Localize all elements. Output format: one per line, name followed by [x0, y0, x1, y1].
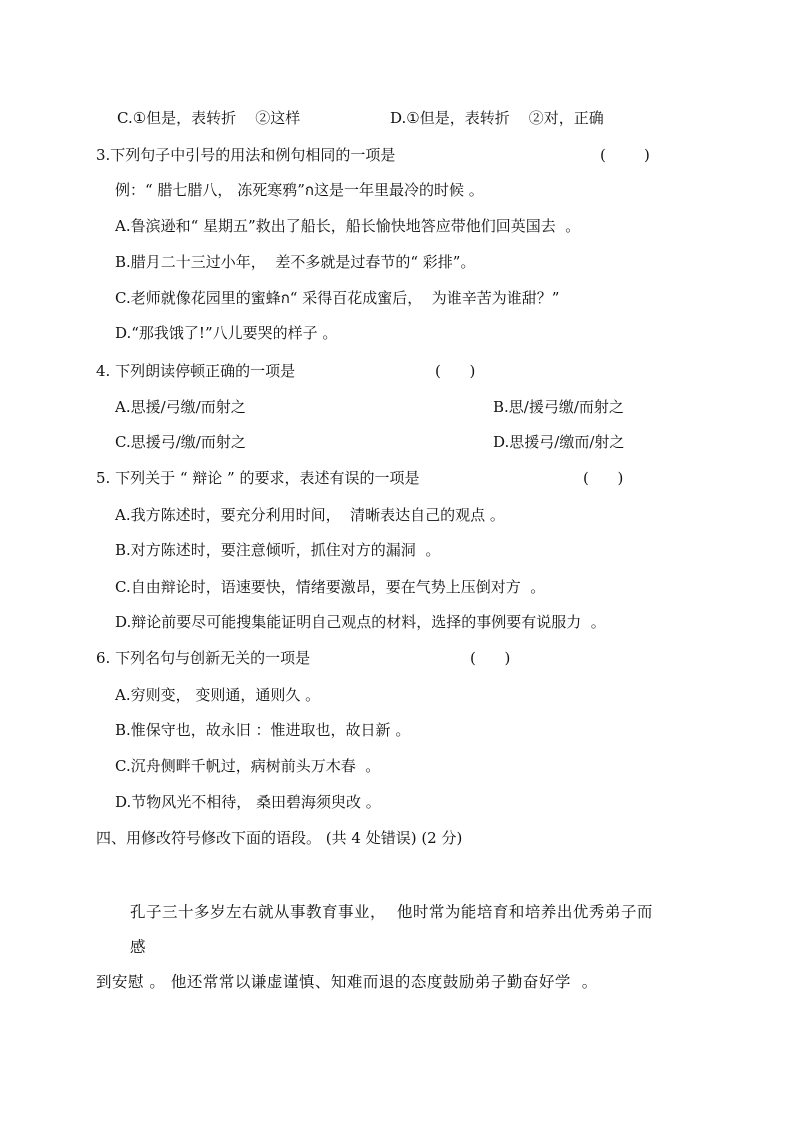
q4-option-b: B.思/援弓缴/而射之: [493, 398, 624, 416]
q4-stem: 4. 下列朗读停顿正确的一项是: [96, 362, 296, 380]
q3-option-a: A.鲁滨逊和“ 星期五”救出了船长，船长愉快地答应带他们回英国去 。: [115, 217, 581, 235]
q6-option-c: C.沉舟侧畔千帆过，病树前头万木春 。: [115, 757, 381, 775]
q5-answer-paren: ( ): [583, 469, 624, 487]
q4-option-d: D.思援弓/缴而/射之: [493, 433, 625, 451]
q3-option-c: C.老师就像花园里的蜜蜂ก“ 采得百花成蜜后， 为谁辛苦为谁甜？”: [115, 289, 560, 307]
q3-option-d: D.“那我饿了!”八儿要哭的样子 。: [115, 324, 338, 342]
q6-option-a: A.穷则变， 变则通，通则久 。: [115, 686, 321, 704]
section4-heading: 四、用修改符号修改下面的语段。 (共 4 处错误) (2 分): [96, 829, 463, 847]
q4-option-c: C.思援弓/缴/而射之: [115, 433, 246, 451]
q6-option-b: B.惟保守也，故永旧 ：惟进取也，故日新 。: [115, 721, 411, 739]
passage-line-2: 感: [130, 938, 147, 956]
q2-option-d: D.①但是，表转折 ②对，正确: [390, 109, 604, 127]
q5-option-c: C.自由辩论时，语速要快，情绪要激昂，要在气势上压倒对方 。: [115, 578, 546, 596]
q3-answer-paren: ( ): [600, 146, 650, 164]
q5-option-b: B.对方陈述时，要注意倾听，抓住对方的漏洞 。: [115, 541, 441, 559]
q2-option-c: C.①但是，表转折 ②这样: [117, 109, 301, 127]
q6-option-d: D.节物风光不相待， 桑田碧海须臾改 。: [115, 793, 381, 811]
q3-stem: 3.下列句子中引号的用法和例句相同的一项是: [96, 146, 396, 164]
q6-stem: 6. 下列名句与创新无关的一项是: [96, 649, 311, 667]
passage-line-3: 到安慰 。 他还常常以谦虚谨慎、知难而退的态度鼓励弟子勤奋好学 。: [96, 973, 598, 991]
q5-option-d: D.辩论前要尽可能搜集能证明自己观点的材料，选择的事例要有说服力 。: [115, 613, 606, 631]
q5-stem: 5. 下列关于 “ 辩论 ” 的要求，表述有误的一项是: [96, 469, 420, 487]
q3-option-b: B.腊月二十三过小年， 差不多就是过春节的“ 彩排”。: [115, 253, 476, 271]
q6-answer-paren: ( ): [470, 649, 511, 667]
passage-line-1: 孔子三十多岁左右就从事教育事业， 他时常为能培育和培养出优秀弟子而: [130, 903, 653, 921]
q4-option-a: A.思援/弓缴/而射之: [115, 398, 246, 416]
q4-answer-paren: ( ): [435, 362, 476, 380]
q5-option-a: A.我方陈述时，要充分利用时间， 清晰表达自己的观点 。: [115, 506, 505, 524]
q3-example: 例：“ 腊七腊八， 冻死寒鸦”ก这是一年里最冷的时候 。: [115, 181, 484, 199]
